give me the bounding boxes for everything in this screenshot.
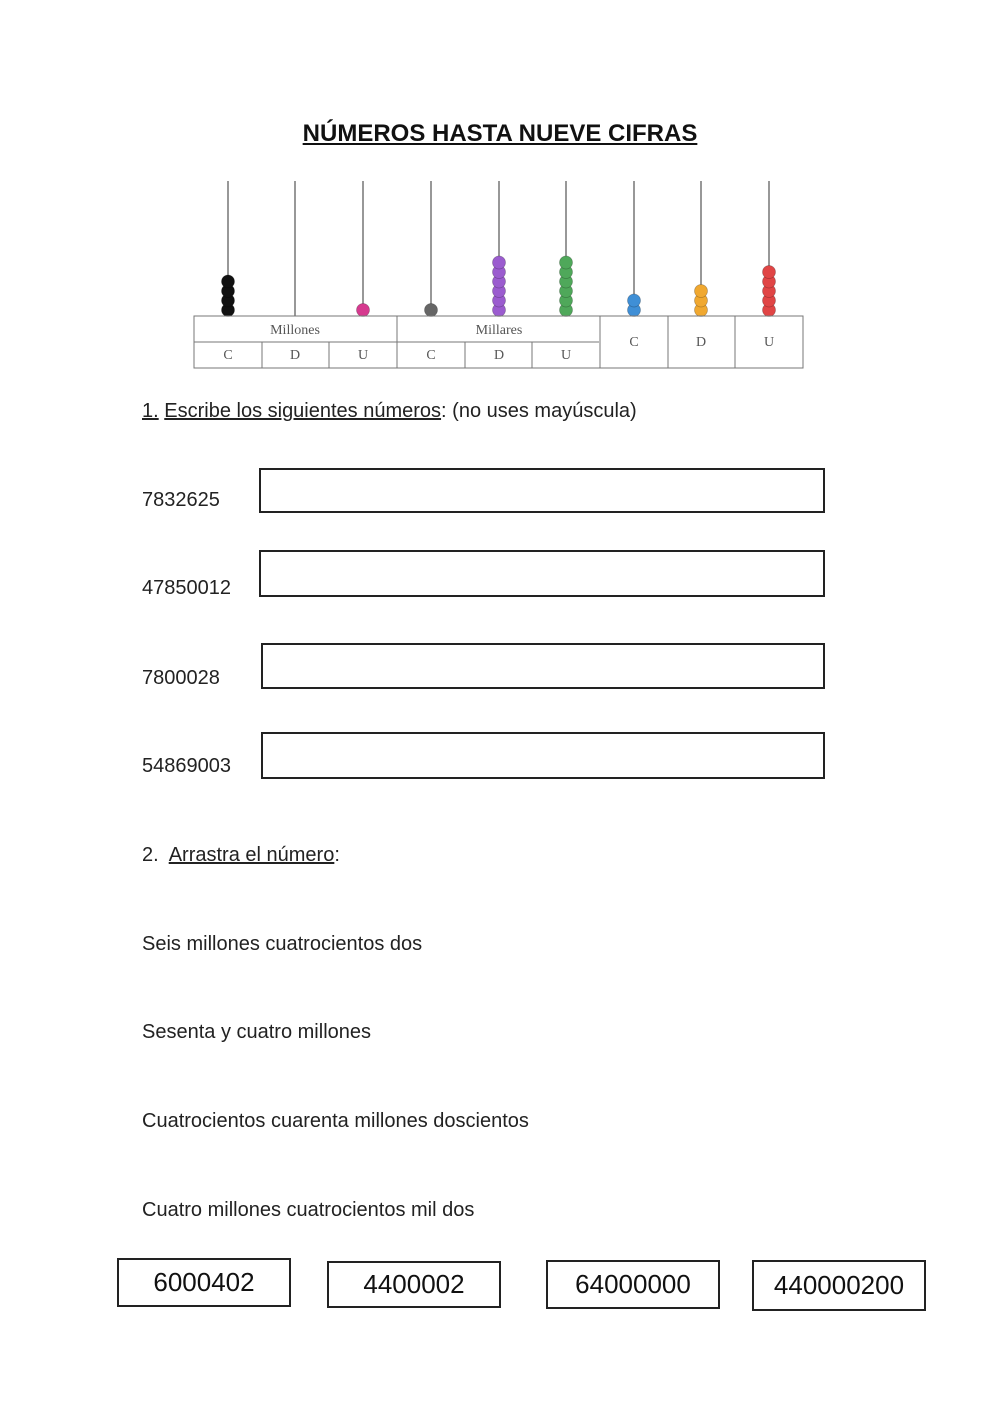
abacus-group-millones: Millones	[270, 323, 320, 338]
abacus-diagram	[193, 178, 805, 370]
abacus-bead	[222, 275, 235, 288]
number-label-3: 7800028	[142, 667, 220, 689]
drop-target-3[interactable]: Cuatrocientos cuarenta millones doscientos	[142, 1110, 529, 1132]
abacus-group-millares: Millares	[475, 323, 523, 338]
question-1	[142, 400, 637, 423]
number-label-1: 7832625	[142, 489, 220, 511]
draggable-number-1[interactable]: 6000402	[117, 1258, 291, 1307]
number-label-4: 54869003	[142, 755, 231, 777]
question-1-note: : (no uses mayúscula)	[441, 400, 637, 422]
abacus-bead	[493, 256, 506, 269]
abacus-place-millares-c: C	[426, 348, 436, 363]
draggable-number-2[interactable]: 4400002	[327, 1261, 501, 1308]
abacus-place-millones-d: D	[289, 348, 301, 363]
question-2-number: 2.	[142, 844, 159, 866]
abacus-bead	[560, 256, 573, 269]
answer-box-3[interactable]	[261, 643, 825, 689]
drop-target-4[interactable]: Cuatro millones cuatrocientos mil dos	[142, 1199, 475, 1221]
question-1-number: 1.	[142, 400, 159, 422]
answer-input-3[interactable]	[263, 645, 823, 687]
abacus-place-unidades-u: U	[763, 335, 775, 350]
abacus-place-millones-c: C	[223, 348, 233, 363]
drop-target-1[interactable]: Seis millones cuatrocientos dos	[142, 933, 423, 955]
abacus-bead	[357, 304, 370, 317]
question-2-colon: :	[334, 844, 340, 866]
abacus-place-millones-u: U	[357, 348, 369, 363]
answer-box-1[interactable]	[259, 468, 825, 513]
abacus-place-millares-u: U	[560, 348, 572, 363]
page-title: NÚMEROS HASTA NUEVE CIFRAS	[302, 120, 698, 147]
draggable-number-3[interactable]: 64000000	[546, 1260, 720, 1309]
answer-box-2[interactable]	[259, 550, 825, 597]
question-2	[142, 844, 340, 867]
draggable-number-4[interactable]: 440000200	[752, 1260, 926, 1311]
abacus-place-millares-d: D	[493, 348, 505, 363]
answer-input-4[interactable]	[263, 734, 823, 777]
abacus-bead	[425, 304, 438, 317]
number-label-2: 47850012	[142, 577, 231, 599]
answer-input-2[interactable]	[261, 552, 823, 595]
abacus-bead	[695, 285, 708, 298]
question-2-instruction: Arrastra el número	[168, 844, 335, 866]
abacus-bead	[763, 266, 776, 279]
abacus-place-unidades-c: C	[629, 335, 639, 350]
drop-target-2[interactable]: Sesenta y cuatro millones	[142, 1021, 372, 1043]
answer-box-4[interactable]	[261, 732, 825, 779]
question-1-instruction: Escribe los siguientes números	[164, 400, 442, 422]
abacus-bead	[628, 294, 641, 307]
abacus-place-unidades-d: D	[695, 335, 707, 350]
answer-input-1[interactable]	[261, 470, 823, 511]
